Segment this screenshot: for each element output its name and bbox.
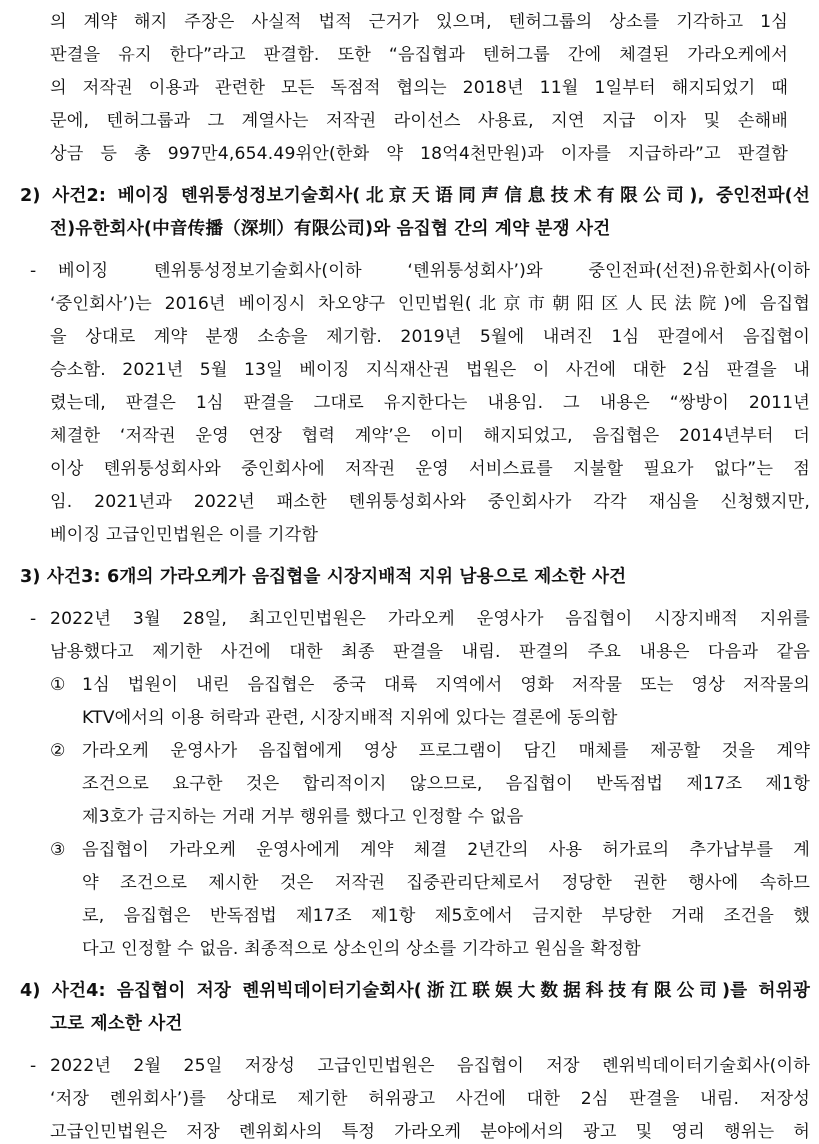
- case3-item-1-line-1: 1심 법원이 내린 음집협은 중국 대륙 지역에서 영화 저작물 또는 영상 저작물의: [82, 675, 810, 695]
- case3-item-3-line-4: 다고 인정할 수 없음. 최종적으로 상소인의 상소를 기각하고 원심을 확정함: [82, 939, 641, 959]
- case3-item-2-line-2: 조건으로 요구한 것은 합리적이지 않으므로, 음집협이 반독점법 제17조 제1항: [82, 774, 810, 794]
- case2-heading-line-1: 2) 사건2: 베이징 톈위퉁성정보기술회사(北京天语同声信息技术有限公司), 중인전파(선: [20, 186, 810, 206]
- case2-body-line-3: 을 상대로 계약 분쟁 소송을 제기함. 2019년 5월에 내려진 1심 판결에서 음집협이: [50, 327, 810, 347]
- case3-heading: 3) 사건3: 6개의 가라오케가 음집협을 시장지배적 지위 남용으로 제소한 사건: [20, 567, 627, 587]
- case2-body-line-7: 이상 톈위퉁성회사와 중인회사에 저작권 운영 서비스료를 지불할 필요가 없다”는 점: [50, 459, 810, 479]
- case2-heading-line-2: 전)유한회사(中音传播（深圳）有限公司)와 음집협 간의 계약 분쟁 사건: [50, 219, 611, 239]
- case3-body-line-1: 2022년 3월 28일, 최고인민법원은 가라오케 운영사가 음집협이 시장지배적 지위를: [50, 609, 810, 629]
- para1-line-2: 판결을 유지 한다”라고 판결함. 또한 “음집협과 텐허그룹 간에 체결된 가라오케에서: [50, 45, 788, 65]
- case2-body-line-9: 베이징 고급인민법원은 이를 기각함: [50, 525, 319, 545]
- case2-body-line-8: 임. 2021년과 2022년 패소한 톈위퉁성회사와 중인회사가 각각 재심을 신청했지만,: [50, 492, 810, 512]
- case4-heading-line-2: 고로 제소한 사건: [50, 1014, 183, 1034]
- case2-dash-bullet: -: [30, 261, 37, 281]
- case3-body-line-2: 남용했다고 제기한 사건에 대한 최종 판결을 내림. 판결의 주요 내용은 다음과 같음: [50, 642, 810, 662]
- case2-body-line-4: 승소함. 2021년 5월 13일 베이징 지식재산권 법원은 이 사건에 대한 2심 판결을 내: [50, 360, 810, 380]
- case4-heading-line-1: 4) 사건4: 음집협이 저장 롄위빅데이터기술회사(浙江联娱大数据科技有限公司)를 허위광: [20, 981, 810, 1001]
- case4-body-line-3: 고급인민법원은 저장 롄위회사의 특정 가라오케 분야에서의 광고 및 영리 행위는 허: [50, 1122, 810, 1142]
- case3-item-1-line-2: KTV에서의 이용 허락과 관련, 시장지배적 지위에 있다는 결론에 동의함: [82, 708, 618, 728]
- case3-item-3-line-1: 음집협이 가라오케 운영사에게 계약 체결 2년간의 사용 허가료의 추가납부를 계: [82, 840, 810, 860]
- para1-line-3: 의 저작권 이용과 관련한 모든 독점적 협의는 2018년 11월 1일부터 해지되었기 때: [50, 78, 788, 98]
- case3-dash-bullet: -: [30, 609, 37, 629]
- case2-body-line-5: 렸는데, 판결은 1심 판결을 그대로 유지한다는 내용임. 그 내용은 “쌍방이 2011년: [50, 393, 810, 413]
- case2-body-line-2: ‘중인회사’)는 2016년 베이징시 차오양구 인민법원(北京市朝阳区人民法院)에 음집협: [50, 294, 810, 314]
- case3-item-3-line-2: 약 조건으로 제시한 것은 저작권 집중관리단체로서 정당한 권한 행사에 속하므: [82, 873, 810, 893]
- case3-item-3-line-3: 로, 음집협은 반독점법 제17조 제1항 제5호에서 금지한 부당한 거래 조건을 했: [82, 906, 810, 926]
- case2-body-line-6: 체결한 ‘저작권 운영 연장 협력 계약’은 이미 해지되었고, 음집협은 2014년부터 더: [50, 426, 810, 446]
- para1-line-5: 상금 등 총 997만4,654.49위안(한화 약 18억4천만원)과 이자를 지급하라”고 판결함: [50, 144, 788, 164]
- case3-item-2-number: ②: [50, 741, 66, 761]
- case3-item-2-line-3: 제3호가 금지하는 거래 거부 행위를 했다고 인정할 수 없음: [82, 807, 524, 827]
- case3-item-1-number: ①: [50, 675, 66, 695]
- para1-line-1: 의 계약 해지 주장은 사실적 법적 근거가 있으며, 텐허그룹의 상소를 기각하고 1심: [50, 12, 788, 32]
- para1-line-4: 문에, 텐허그룹과 그 계열사는 저작권 라이선스 사용료, 지연 지급 이자 및 손해배: [50, 111, 788, 131]
- case3-item-3-number: ③: [50, 840, 66, 860]
- case3-item-2-line-1: 가라오케 운영사가 음집협에게 영상 프로그램이 담긴 매체를 제공할 것을 계약: [82, 741, 810, 761]
- case4-body-line-2: ‘저장 롄위회사’)를 상대로 제기한 허위광고 사건에 대한 2심 판결을 내림. 저장성: [50, 1089, 810, 1109]
- case2-body-line-1: 베이징 톈위퉁성정보기술회사(이하 ‘톈위퉁성회사’)와 중인전파(선전)유한회사(이하: [58, 261, 810, 281]
- case4-body-line-1: 2022년 2월 25일 저장성 고급인민법원은 음집협이 저장 롄위빅데이터기술회사(이하: [50, 1056, 810, 1076]
- case4-dash-bullet: -: [30, 1056, 37, 1076]
